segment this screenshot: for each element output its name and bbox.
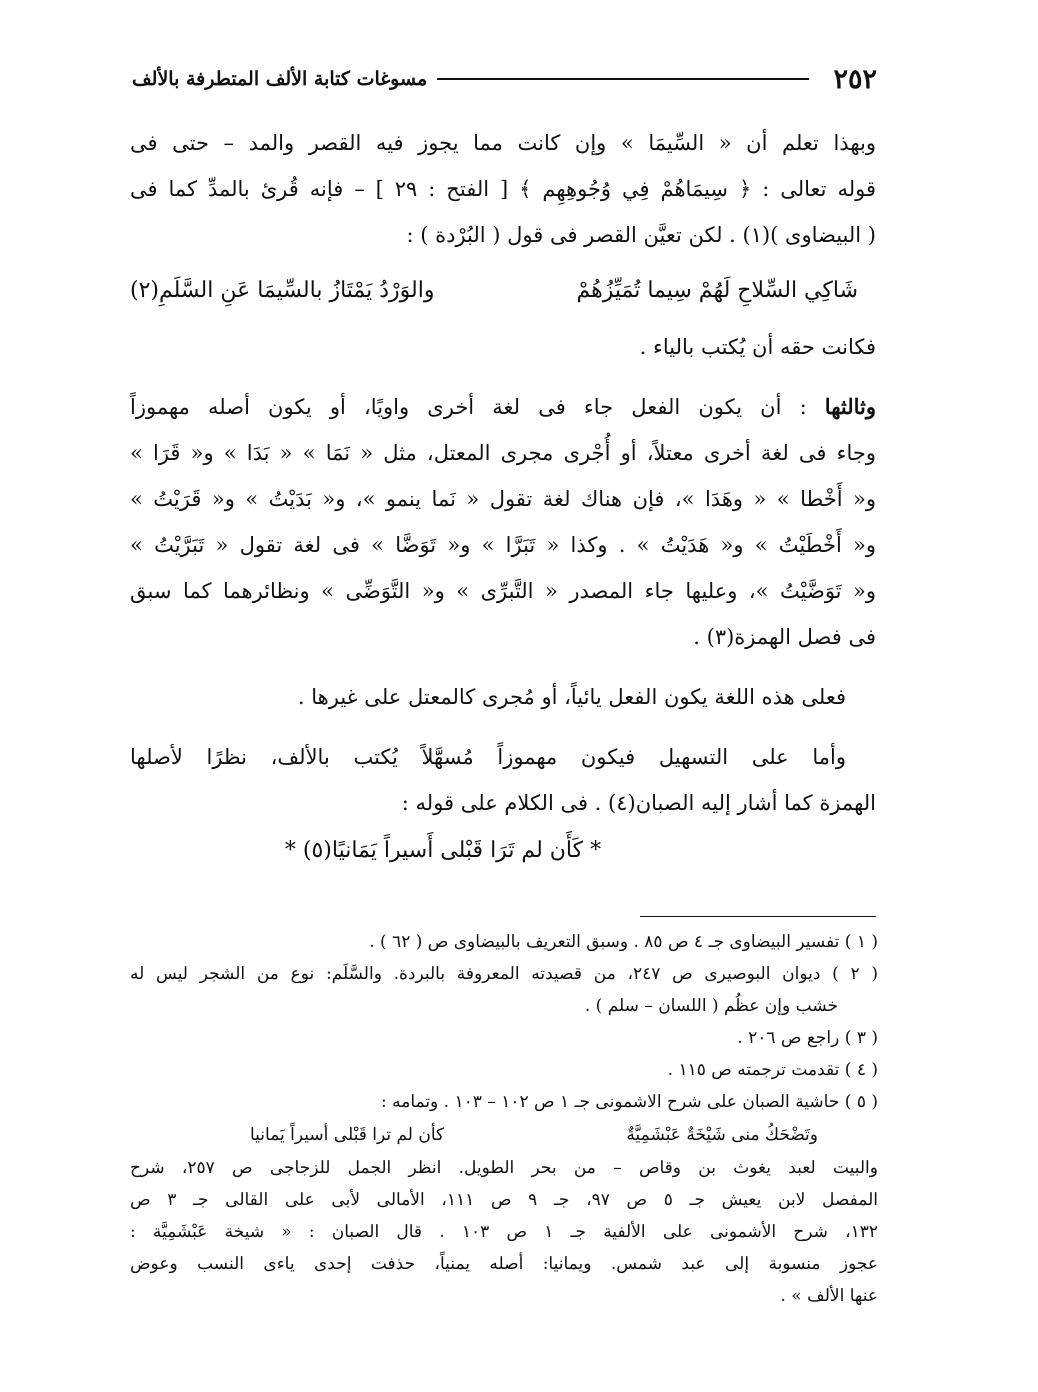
- footnote-5-text: عنها الألف » .: [780, 1286, 878, 1306]
- text-line: وبهذا تعلم أن « السِّيمَا » وإن كانت مما يجوز فيه القصر والمد – حتى فى: [130, 131, 876, 155]
- paragraph-lead-word: وثالثها: [824, 394, 876, 419]
- footnotes: [130, 926, 878, 1312]
- footnote-5-text: عجوز منسوبة إلى عبد شمس. ويمانيا: أصله يمنياً، حذفت إحدى ياءى النسب وعوض: [130, 1254, 878, 1274]
- footnote-5: ( ٥ ) حاشية الصبان على شرح الاشمونى جـ ١ ص ١٠٢ – ١٠٣ . وتمامه :: [380, 1092, 878, 1112]
- footnote-2: ( ٢ ) ديوان البوصيرى ص ٢٤٧، من قصيدته المعروفة بالبردة. والسَّلَم: نوع من الشجر ليس له: [130, 964, 878, 984]
- footnote-5-text: والبيت لعبد يغوث بن وقاص – من بحر الطويل. انظر الجمل للزجاجى ص ٢٥٧، شرح: [130, 1158, 878, 1178]
- burda-verse: [130, 258, 876, 324]
- page-number: ٢٥٢: [833, 63, 877, 95]
- text-line: و« أَخْطا » « وهَدَا »، فإن هناك لغة تقول « نَما ينمو »، و« بَدَيْتُ » و« قَرَيْتُ »: [130, 487, 876, 511]
- footnote-verse-first: وتَضْحَكُ منى شَيْخَةٌ عَبْشَمِيَّةٌ: [626, 1125, 818, 1145]
- paragraph-lead-rest: : أن يكون الفعل جاء فى لغة أخرى واويًا، أو يكون أصله مهموزاً: [130, 395, 825, 419]
- footnote-2-continued: خشب وإن عظُم ( اللسان – سلم ) .: [584, 996, 838, 1016]
- footnote-5-text: المفصل لابن يعيش جـ ٥ ص ٩٧، جـ ٩ ص ١١١، الأمالى لأبى على القالى جـ ٣ ص: [130, 1190, 878, 1210]
- text-line: وأما على التسهيل فيكون مهموزاً مُسهَّلاً يُكتب بالألف، نظرًا لأصلها: [130, 745, 846, 769]
- paragraph-third-opening: [130, 384, 876, 430]
- footnote-verse-second: كأن لم ترا قَبْلى أسيراً يَمانيا: [250, 1125, 445, 1145]
- text-line: ( البيضاوى )(١) . لكن تعيَّن القصر فى قول ( البُرْدة ) :: [406, 223, 876, 247]
- quoted-hemistich: * كَأَن لم تَرَا قَبْلى أَسيراً يَمَانيًا(٥) *: [284, 838, 602, 863]
- text-line: و« أَخْطَيْتُ » و« هَدَيْتُ » . وكذا « تَبَرَّا » و« تَوَضَّا » فى لغة تقول « تَبَرَّيْتُ »: [130, 533, 876, 557]
- header-rule: [437, 78, 809, 80]
- page-header: [132, 62, 877, 96]
- running-title: مسوغات كتابة الألف المتطرفة بالألف: [132, 68, 428, 90]
- footnote-4: ( ٤ ) تقدمت ترجمته ص ١١٥ .: [667, 1060, 878, 1080]
- footnote-1: ( ١ ) تفسير البيضاوى جـ ٤ ص ٨٥ . وسبق التعريف بالبيضاوى ص ( ٦٢ ) .: [369, 932, 878, 952]
- footnote-5-text: ١٣٢، شرح الأشمونى على الألفية جـ ١ ص ١٠٣ . قال الصبان : « شيخة عَبْشَمِيَّة :: [130, 1222, 878, 1242]
- paragraph-fourth: فعلى هذه اللغة يكون الفعل يائياً، أو مُجرى كالمعتل على غيرها .: [297, 685, 846, 709]
- verse-second-hemistich: والوَرْدُ يَمْتَازُ بالسِّيمَا عَنِ السَّلَمِ(٢): [130, 278, 435, 303]
- text-line: وجاء فى لغة أخرى معتلاً، أو أُجْرى مجرى المعتل، مثل « نَمَا » « بَدَا » و« قَرَا »: [130, 441, 876, 465]
- text-line: الهمزة كما أشار إليه الصبان(٤) . فى الكلام على قوله :: [401, 791, 876, 815]
- footnote-rule: [640, 916, 876, 917]
- text-line: قوله تعالى : ﴿ سِيمَاهُمْ فِي وُجُوهِهِم ﴾ [ الفتح : ٢٩ ] – فإنه قُرئ بالمدِّ كما فى: [130, 177, 876, 201]
- verse-first-hemistich: شَاكِي السِّلاحِ لَهُمْ سِيما تُمَيِّزُهُمْ: [576, 278, 858, 303]
- footnote-3: ( ٣ ) راجع ص ٢٠٦ .: [737, 1028, 878, 1048]
- main-text: [130, 120, 876, 876]
- text-line: فى فصل الهمزة(٣) .: [693, 625, 876, 649]
- footnote-5-verse: [130, 1118, 878, 1152]
- text-line: و« تَوَضَّيْتُ »، وعليها جاء المصدر « التَّبرِّى » و« التَّوَضِّى » ونظائرهما كما سبق: [130, 579, 876, 603]
- text-line: فكانت حقه أن يُكتب بالياء .: [639, 335, 876, 359]
